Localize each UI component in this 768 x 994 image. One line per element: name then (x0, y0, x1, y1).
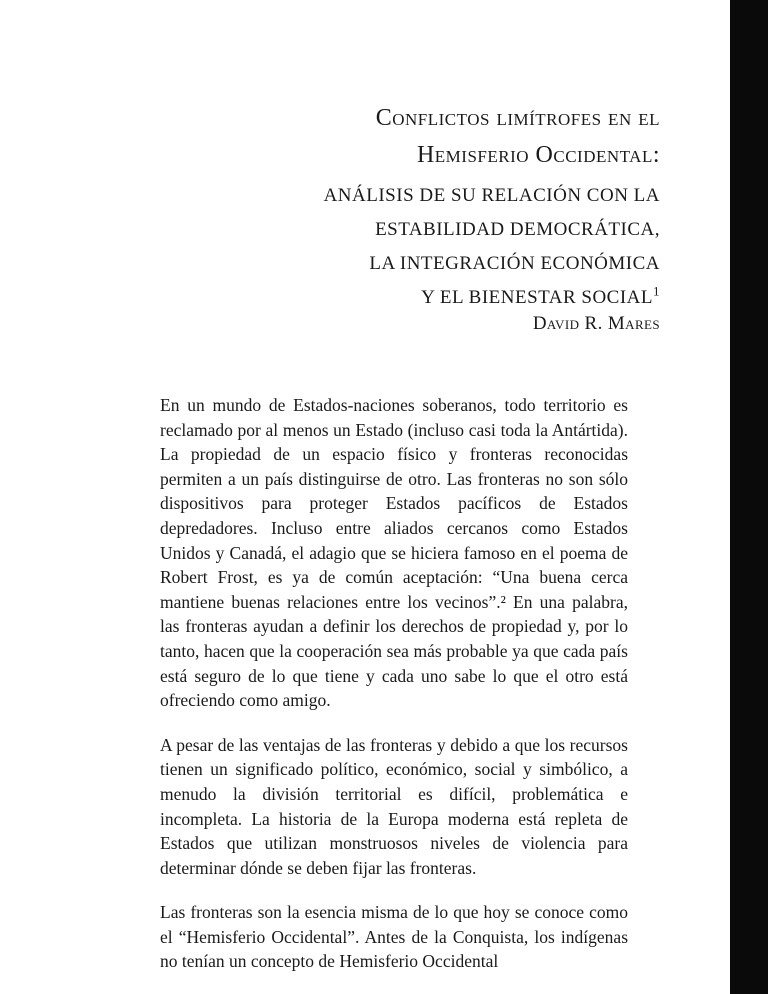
author-name: David R. Mares (532, 313, 660, 334)
title-line-6-text: Y EL BIENESTAR SOCIAL (421, 287, 653, 308)
footnote-marker: 1 (653, 283, 660, 299)
chapter-title (324, 105, 660, 309)
body-text (160, 393, 628, 994)
title-line-5: LA INTEGRACIÓN ECONÓMICA (369, 253, 660, 274)
paragraph-2: A pesar de las ventajas de las fronteras y debido a que los recursos tienen un significado político, económico, social y simbólico, a menudo la división territorial es difícil, problemática e incompleta. La historia de la Europa moderna está repleta de Estados que utilizan monstruosos niveles de violencia para determinar dónde se deben fijar las fronteras. (160, 734, 628, 878)
scan-edge-bar (730, 0, 768, 994)
title-line-6 (324, 283, 660, 309)
title-line-1: Conflictos limítrofes en el (375, 105, 660, 131)
paragraph-3: Las fronteras son la esencia misma de lo que hoy se conoce como el “Hemisferio Occidental”. Antes de la Conquista, los indígenas no tenían un concepto de Hemisferio Occidental (160, 902, 628, 972)
title-line-4: ESTABILIDAD DEMOCRÁTICA, (375, 219, 660, 240)
paragraph-1: En un mundo de Estados-naciones soberanos, todo territorio es reclamado por al menos un Estado (incluso casi toda la Antártida). La propiedad de un espacio físico y fronteras reconocidas permiten a un país distinguirse de otro. Las fronteras no son sólo dispositivos para proteger Estados pacíficos de Estados depredadores. Incluso entre aliados cercanos como Estados Unidos y Canadá, el adagio que se hiciera famoso en el poema de Robert Frost, es ya de común aceptación: “Una buena cerca mantiene buenas relaciones entre los vecinos”.² En una palabra, las fronteras ayudan a definir los derechos de propiedad y, por lo tanto, hacen que la cooperación sea más probable ya que cada país está seguro de lo que tiene y cada uno sabe lo que el otro está ofreciendo como amigo. (160, 395, 628, 711)
title-line-2: Hemisferio Occidental: (416, 142, 660, 168)
title-line-3: ANÁLISIS DE SU RELACIÓN CON LA (323, 185, 660, 206)
